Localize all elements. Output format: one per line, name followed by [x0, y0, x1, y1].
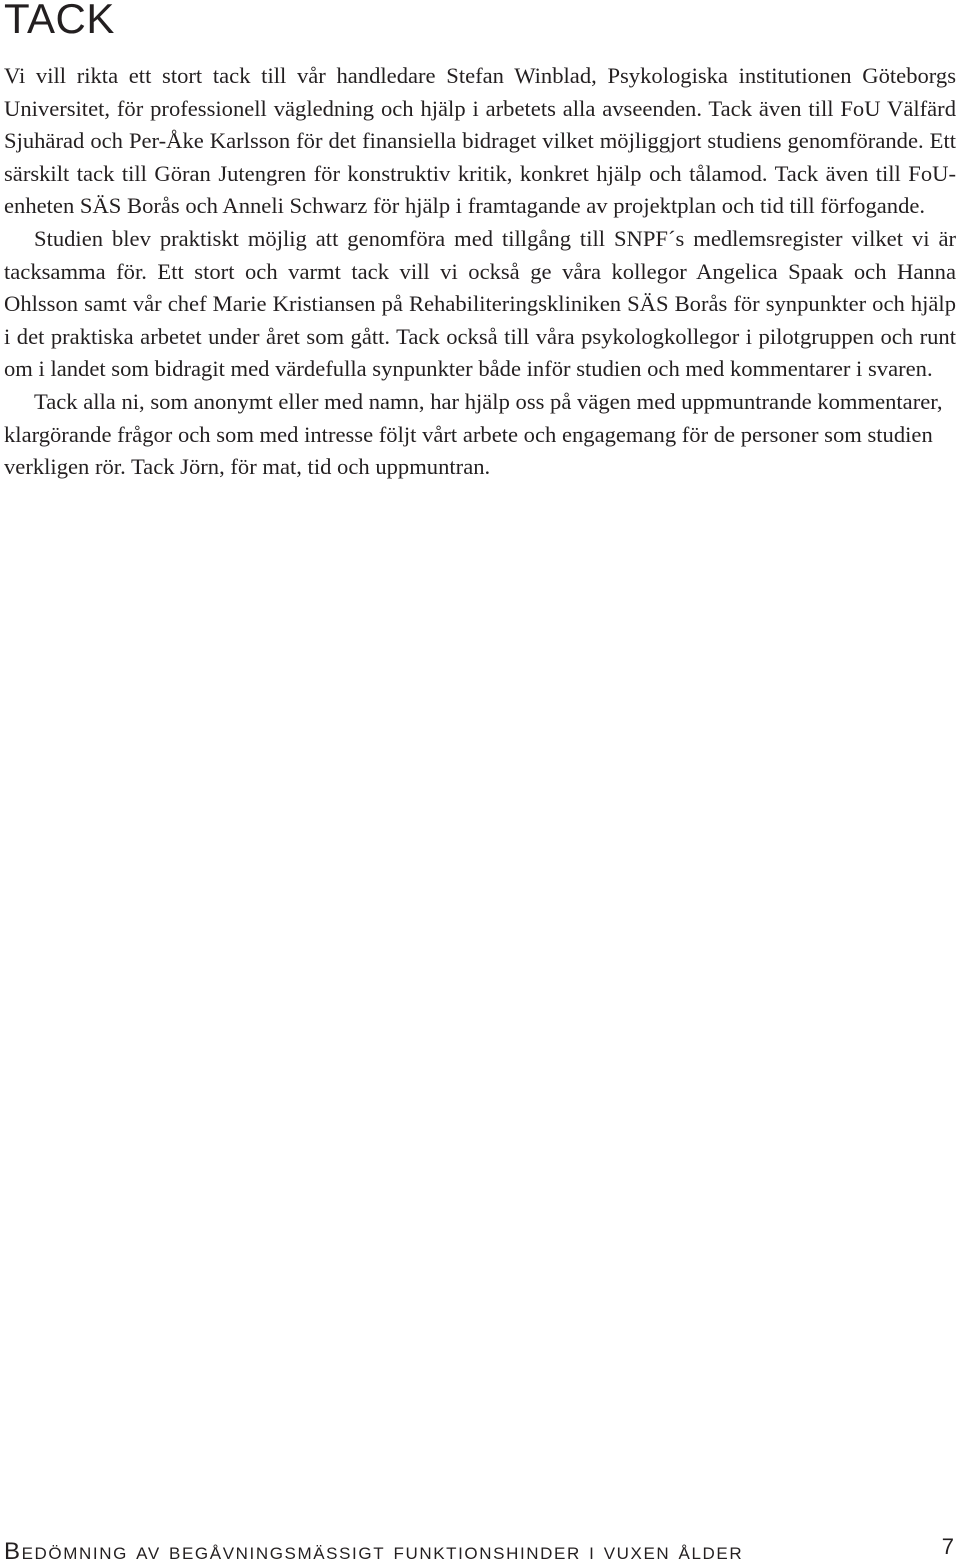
page-title: TACK — [4, 0, 115, 42]
page-footer — [4, 1534, 954, 1566]
paragraph-3: Tack alla ni, som anonymt eller med namn, har hjälp oss på vägen med uppmuntrande kommentarer, klargörande frågor och som med intresse följt vårt arbete och engagemang för de personer som studien verkligen rör. Tack Jörn, för mat, tid och uppmuntran. — [4, 388, 943, 480]
paragraph-1: Vi vill rikta ett stort tack till vår handledare Stefan Winblad, Psykologiska institutionen Göteborgs Universitet, för professionell vägledning och hjälp i arbetets alla avseenden. Tack även till FoU Välfärd Sjuhärad och Per-Åke Karlsson för det finansiella bidraget vilket möjliggjort studiens genomförande. Ett särskilt tack till Göran Jutengren för konstruktiv kritik, konkret hjälp och tålamod. Tack även till FoU-enheten SÄS Borås och Anneli Schwarz för hjälp i framtagande av projektplan och tid till förfogande. — [4, 63, 956, 219]
paragraph-2: Studien blev praktiskt möjlig att genomföra med tillgång till SNPF´s medlemsregister vilket vi är tacksamma för. Ett stort och varmt tack vill vi också ge våra kollegor Angelica Spaak och Hanna Ohlsson samt vår chef Marie Kristiansen på Rehabiliteringskliniken SÄS Borås för synpunkter och hjälp i det praktiska arbetet under året som gått. Tack också till våra psykologkollegor i pilotgruppen och runt om i landet som bidragit med värdefulla synpunkter både inför studien och med kommentarer i svaren. — [4, 225, 956, 382]
page-number: 7 — [941, 1534, 954, 1559]
running-footer-title: Bedömning av begåvningsmässigt funktionshinder i vuxen ålder — [4, 1538, 744, 1565]
body-text — [4, 60, 956, 484]
